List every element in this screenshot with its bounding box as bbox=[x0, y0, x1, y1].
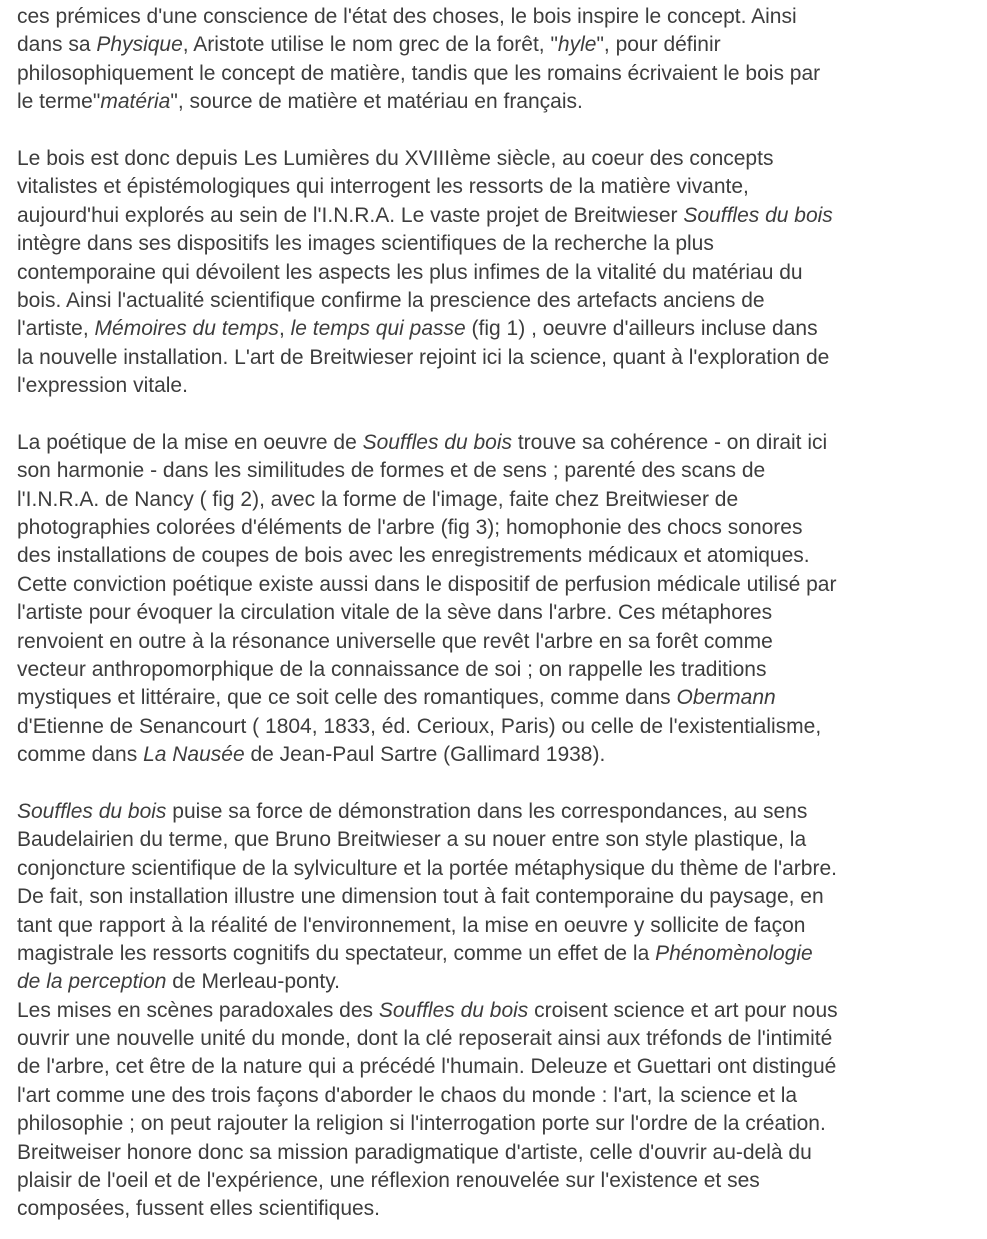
text-line bbox=[17, 486, 982, 514]
body-text: des installations de coupes de bois avec les enregistrements médicaux et atomiques. bbox=[17, 544, 810, 568]
text-line bbox=[17, 1167, 982, 1195]
italic-title-text: Obermann bbox=[676, 686, 776, 710]
body-text: ces prémices d'une conscience de l'état des choses, le bois inspire le concept. Ainsi bbox=[17, 5, 797, 28]
body-text: ouvrir une nouvelle unité du monde, dont la clé reposerait ainsi aux tréfonds de l'intimité bbox=[17, 1027, 833, 1051]
body-text: le terme" bbox=[17, 90, 101, 114]
text-line bbox=[17, 542, 982, 570]
paragraph bbox=[17, 3, 982, 117]
italic-title-text: Souffles du bois bbox=[683, 203, 833, 227]
text-line bbox=[17, 599, 982, 627]
text-line bbox=[17, 259, 982, 287]
text-line bbox=[17, 230, 982, 258]
body-text: conjoncture scientifique de la sylviculture et la portée métaphysique du thème de l'arbre. bbox=[17, 856, 837, 880]
text-line bbox=[17, 315, 982, 343]
body-text: , bbox=[278, 317, 291, 341]
italic-title-text: Souffles du bois bbox=[17, 799, 167, 823]
body-text: croisent science et art pour nous bbox=[528, 998, 838, 1022]
body-text: Breitweiser honore donc sa mission paradigmatique d'artiste, celle d'ouvrir au-delà du bbox=[17, 1140, 812, 1164]
body-text: Baudelairien du terme, que Bruno Breitwieser a su nouer entre son style plastique, la bbox=[17, 828, 807, 852]
paragraph-spacer bbox=[17, 400, 982, 428]
italic-title-text: Mémoires du temps bbox=[94, 317, 279, 341]
body-text: intègre dans ses dispositifs les images scientifiques de la recherche la plus bbox=[17, 232, 714, 256]
text-line bbox=[17, 713, 982, 741]
text-line bbox=[17, 457, 982, 485]
text-line bbox=[17, 1025, 982, 1053]
paragraph-spacer bbox=[17, 770, 982, 798]
body-text: l'I.N.R.A. de Nancy ( fig 2), avec la forme de l'image, faite chez Breitwieser de bbox=[17, 487, 739, 511]
body-text: vecteur anthropomorphique de la connaissance de soi ; on rappelle les traditions bbox=[17, 657, 767, 681]
body-text: renvoient en outre à la résonance universelle que revêt l'arbre en sa forêt comme bbox=[17, 629, 773, 653]
body-text: plaisir de l'oeil et de l'expérience, une réflexion renouvelée sur l'existence et ses bbox=[17, 1169, 760, 1193]
body-text: contemporaine qui dévoilent les aspects les plus infimes de la vitalité du matériau du bbox=[17, 260, 803, 284]
text-line bbox=[17, 741, 982, 769]
text-line bbox=[17, 202, 982, 230]
body-text: ", source de matière et matériau en français. bbox=[170, 90, 583, 114]
text-line bbox=[17, 1195, 982, 1223]
text-line bbox=[17, 372, 982, 400]
body-text: trouve sa cohérence - on dirait ici bbox=[512, 430, 828, 454]
paragraph bbox=[17, 145, 982, 401]
body-text: son harmonie - dans les similitudes de formes et de sens ; parenté des scans de bbox=[17, 459, 766, 483]
body-text: puise sa force de démonstration dans les correspondances, au sens bbox=[166, 799, 808, 823]
body-text: tant que rapport à la réalité de l'environnement, la mise en oeuvre y sollicite de façon bbox=[17, 913, 806, 937]
italic-title-text: Souffles du bois bbox=[362, 430, 513, 454]
body-text: ", pour définir bbox=[596, 33, 721, 57]
text-line bbox=[17, 628, 982, 656]
text-line bbox=[17, 88, 982, 116]
text-line bbox=[17, 684, 982, 712]
body-text: aujourd'hui explorés au sein de l'I.N.R.A. Le vaste projet de Breitwieser bbox=[17, 203, 684, 227]
paragraph-spacer bbox=[17, 117, 982, 145]
body-text: l'artiste, bbox=[17, 317, 95, 341]
body-text: De fait, son installation illustre une dimension tout à fait contemporaine du paysage, en bbox=[17, 885, 824, 909]
italic-title-text: La Nausée bbox=[143, 743, 245, 767]
body-text: de l'arbre, cet être de la nature qui a précédé l'humain. Deleuze et Guettari ont distingué bbox=[17, 1055, 837, 1079]
italic-title-text: matéria bbox=[100, 90, 171, 114]
body-text: philosophiquement le concept de matière, tandis que les romains écrivaient le bois par bbox=[17, 61, 821, 85]
body-text: Les mises en scènes paradoxales des bbox=[17, 998, 379, 1022]
text-line bbox=[17, 287, 982, 315]
paragraph bbox=[17, 798, 982, 1224]
paragraph bbox=[17, 429, 982, 770]
body-text: comme dans bbox=[17, 743, 144, 767]
text-line bbox=[17, 855, 982, 883]
body-text: l'art comme une des trois façons d'aborder le chaos du monde : l'art, la science et la bbox=[17, 1083, 798, 1107]
body-text: bois. Ainsi l'actualité scientifique confirme la prescience des artefacts anciens de bbox=[17, 288, 765, 312]
italic-title-text: Souffles du bois bbox=[378, 998, 529, 1022]
text-line bbox=[17, 656, 982, 684]
text-line bbox=[17, 798, 982, 826]
text-line bbox=[17, 31, 982, 59]
body-text: magistrale les ressorts cognitifs du spectateur, comme un effet de la bbox=[17, 941, 656, 965]
text-line bbox=[17, 826, 982, 854]
body-text: photographies colorées d'éléments de l'arbre (fig 3); homophonie des chocs sonores bbox=[17, 516, 803, 540]
body-text: composées, fussent elles scientifiques. bbox=[17, 1197, 381, 1221]
text-line bbox=[17, 173, 982, 201]
body-text: l'artiste pour évoquer la circulation vitale de la sève dans l'arbre. Ces métaphores bbox=[17, 601, 773, 625]
text-line bbox=[17, 145, 982, 173]
text-line bbox=[17, 940, 982, 968]
body-text: La poétique de la mise en oeuvre de bbox=[17, 430, 363, 454]
body-text: d'Etienne de Senancourt ( 1804, 1833, éd. Cerioux, Paris) ou celle de l'existentialisme, bbox=[17, 714, 822, 738]
text-line bbox=[17, 60, 982, 88]
text-line bbox=[17, 883, 982, 911]
body-text: (fig 1) , oeuvre d'ailleurs incluse dans bbox=[465, 317, 818, 341]
text-line bbox=[17, 571, 982, 599]
text-line bbox=[17, 3, 982, 31]
document-page bbox=[17, 3, 982, 1224]
italic-title-text: Phénomènologie bbox=[655, 941, 813, 965]
body-text: Le bois est donc depuis Les Lumières du XVIIIème siècle, au coeur des concepts bbox=[17, 146, 774, 170]
text-line bbox=[17, 429, 982, 457]
body-text: , Aristote utilise le nom grec de la forêt, " bbox=[182, 33, 558, 57]
italic-title-text: Physique bbox=[96, 33, 183, 57]
text-line bbox=[17, 997, 982, 1025]
text-line bbox=[17, 344, 982, 372]
body-text: de Jean-Paul Sartre (Gallimard 1938). bbox=[244, 743, 606, 767]
body-text: Cette conviction poétique existe aussi dans le dispositif de perfusion médicale utilisé par bbox=[17, 572, 837, 596]
text-line bbox=[17, 514, 982, 542]
body-text: l'expression vitale. bbox=[17, 374, 188, 398]
body-text: de Merleau-ponty. bbox=[166, 970, 340, 994]
italic-title-text: de la perception bbox=[17, 970, 167, 994]
text-line bbox=[17, 1139, 982, 1167]
body-text: philosophie ; on peut rajouter la religion si l'interrogation porte sur l'ordre de la création. bbox=[17, 1112, 826, 1136]
text-line bbox=[17, 1082, 982, 1110]
body-text: vitalistes et épistémologiques qui interrogent les ressorts de la matière vivante, bbox=[17, 175, 749, 199]
body-text: la nouvelle installation. L'art de Breitwieser rejoint ici la science, quant à l'exploration de bbox=[17, 345, 830, 369]
italic-title-text: hyle bbox=[557, 33, 597, 57]
italic-title-text: le temps qui passe bbox=[290, 317, 466, 341]
text-line bbox=[17, 968, 982, 996]
text-line bbox=[17, 912, 982, 940]
body-text: dans sa bbox=[17, 33, 97, 57]
text-line bbox=[17, 1053, 982, 1081]
body-text: mystiques et littéraire, que ce soit celle des romantiques, comme dans bbox=[17, 686, 677, 710]
text-line bbox=[17, 1110, 982, 1138]
